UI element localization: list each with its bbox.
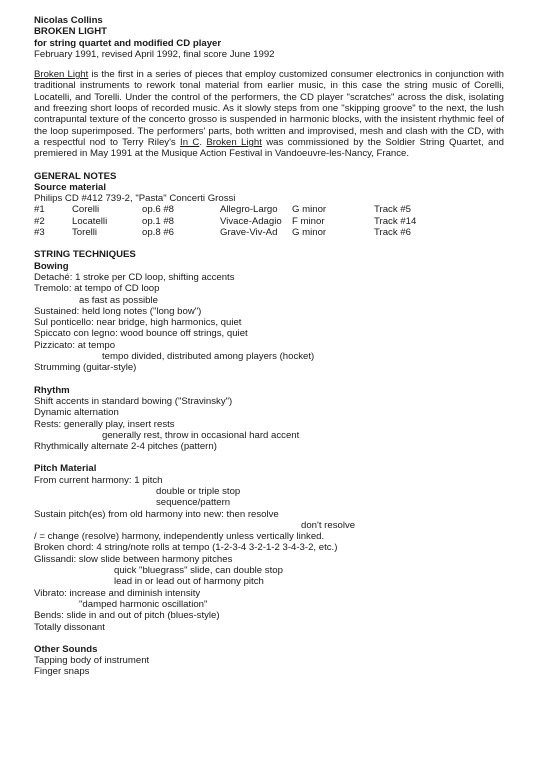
list-item: don't resolve [301, 519, 356, 531]
list-item: Tapping body of instrument [34, 655, 150, 667]
row-key: G minor [292, 204, 327, 216]
other-sounds-subsection [34, 644, 504, 678]
row-track: Track #5 [374, 204, 411, 216]
pitch-material-subsection [34, 463, 504, 632]
row-movement: Grave-Viv-Ad [220, 227, 278, 239]
other-sounds-heading: Other Sounds [34, 643, 98, 655]
instrumentation: for string quartet and modified CD player [34, 37, 222, 49]
title-reference-2: Broken Light [206, 136, 262, 148]
list-item: Finger snaps [34, 666, 90, 678]
row-number: #3 [34, 227, 45, 239]
list-item: Detaché: 1 stroke per CD loop, shifting accents [34, 271, 235, 283]
row-track: Track #6 [374, 227, 411, 239]
list-item: Totally dissonant [34, 621, 105, 633]
source-table [34, 204, 416, 238]
row-opus: op.8 #6 [142, 227, 175, 239]
intro-text-2: . [199, 136, 207, 148]
row-composer: Locatelli [72, 215, 108, 227]
rhythm-subsection [34, 385, 504, 453]
list-item: Vibrato: increase and diminish intensity [34, 587, 201, 599]
intro-paragraph [34, 69, 504, 159]
list-item: generally rest, throw in occasional hard accent [102, 429, 300, 441]
list-item: Dynamic alternation [34, 407, 119, 419]
rhythm-heading: Rhythm [34, 384, 70, 396]
list-item: Shift accents in standard bowing ("Stravinsky") [34, 395, 233, 407]
row-number: #2 [34, 215, 45, 227]
cd-reference: Philips CD #412 739-2, "Pasta" Concerti Grossi [34, 193, 236, 205]
list-item: From current harmony: 1 pitch [34, 474, 163, 486]
list-item: lead in or lead out of harmony pitch [114, 576, 264, 588]
string-techniques-section [34, 249, 504, 677]
list-item: Tremolo: at tempo of CD loop [34, 283, 160, 295]
title-reference: Broken Light [34, 69, 89, 81]
piece-title: BROKEN LIGHT [34, 26, 108, 38]
composition-dates: February 1991, revised April 1992, final score June 1992 [34, 48, 275, 60]
table-row [34, 204, 416, 215]
general-notes-heading: GENERAL NOTES [34, 170, 117, 182]
composer-name: Nicolas Collins [34, 15, 103, 26]
bowing-heading: Bowing [34, 260, 69, 272]
row-key: G minor [292, 227, 327, 239]
row-composer: Torelli [72, 227, 98, 239]
intro-text-3: was commissioned by the Soldier String Quartet, and premiered in May 1991 at the Musique Action Festival in Vandoeuvre-les-Nancy, France. [34, 136, 504, 160]
list-item: Sustain pitch(es) from old harmony into new: then resolve [34, 508, 279, 520]
pitch-material-heading: Pitch Material [34, 463, 97, 475]
general-notes-section [34, 171, 504, 239]
row-movement: Vivace-Adagio [220, 215, 282, 227]
list-item: Glissandi: slow slide between harmony pitches [34, 553, 233, 565]
row-key: F minor [292, 215, 325, 227]
list-item: Bends: slide in and out of pitch (blues-style) [34, 610, 220, 622]
row-movement: Allegro-Largo [220, 204, 278, 216]
list-item: Strumming (guitar-style) [34, 362, 137, 374]
table-row [34, 227, 416, 238]
table-row [34, 216, 416, 227]
list-item: Sul ponticello: near bridge, high harmonics, quiet [34, 317, 242, 329]
intro-text-1: is the first in a series of pieces that employ customized consumer electronics in conjunction with traditional instruments to rework tonal material from earlier music, in this case the string music of Corelli, Locatelli, and Torelli. Under the control of the performers, the CD player "scratches" across the disk, isolating and freezing short loops of recorded music. As it slowly steps from one "skipping groove" to the next, the lush contrapuntal texture of the concerto grosso is suspended in harmonic blocks, with the insistent rhythmic feel of the loop superimposed. The performers' parts, both written and improvised, mesh and clash with the CD, with a respectful nod to Terry Riley's [34, 69, 504, 148]
row-opus: op.1 #8 [142, 215, 175, 227]
list-item: as fast as possible [79, 294, 158, 306]
list-item: Sustained: held long notes ("long bow") [34, 305, 202, 317]
list-item: "damped harmonic oscillation" [79, 598, 208, 610]
header [34, 15, 504, 60]
row-opus: op.6 #8 [142, 204, 175, 216]
list-item: tempo divided, distributed among players (hocket) [102, 351, 315, 363]
bowing-subsection [34, 261, 504, 374]
row-number: #1 [34, 204, 45, 216]
list-item: / = change (resolve) harmony, independently unless vertically linked. [34, 531, 325, 543]
list-item: double or triple stop [156, 485, 241, 497]
list-item: Spiccato con legno: wood bounce off strings, quiet [34, 328, 248, 340]
list-item: Broken chord: 4 string/note rolls at tempo (1-2-3-4 3-2-1-2 3-4-3-2, etc.) [34, 542, 338, 554]
string-techniques-heading: STRING TECHNIQUES [34, 249, 136, 261]
row-track: Track #14 [374, 215, 417, 227]
score-notes-page [34, 15, 504, 678]
row-composer: Corelli [72, 204, 100, 216]
list-item: sequence/pattern [156, 497, 231, 509]
list-item: Pizzicato: at tempo [34, 339, 116, 351]
list-item: Rests: generally play, insert rests [34, 418, 175, 430]
in-c-reference: In C [180, 136, 200, 148]
list-item: quick "bluegrass" slide, can double stop [114, 565, 283, 577]
list-item: Rhythmically alternate 2-4 pitches (pattern) [34, 441, 217, 453]
source-material-heading: Source material [34, 181, 106, 193]
